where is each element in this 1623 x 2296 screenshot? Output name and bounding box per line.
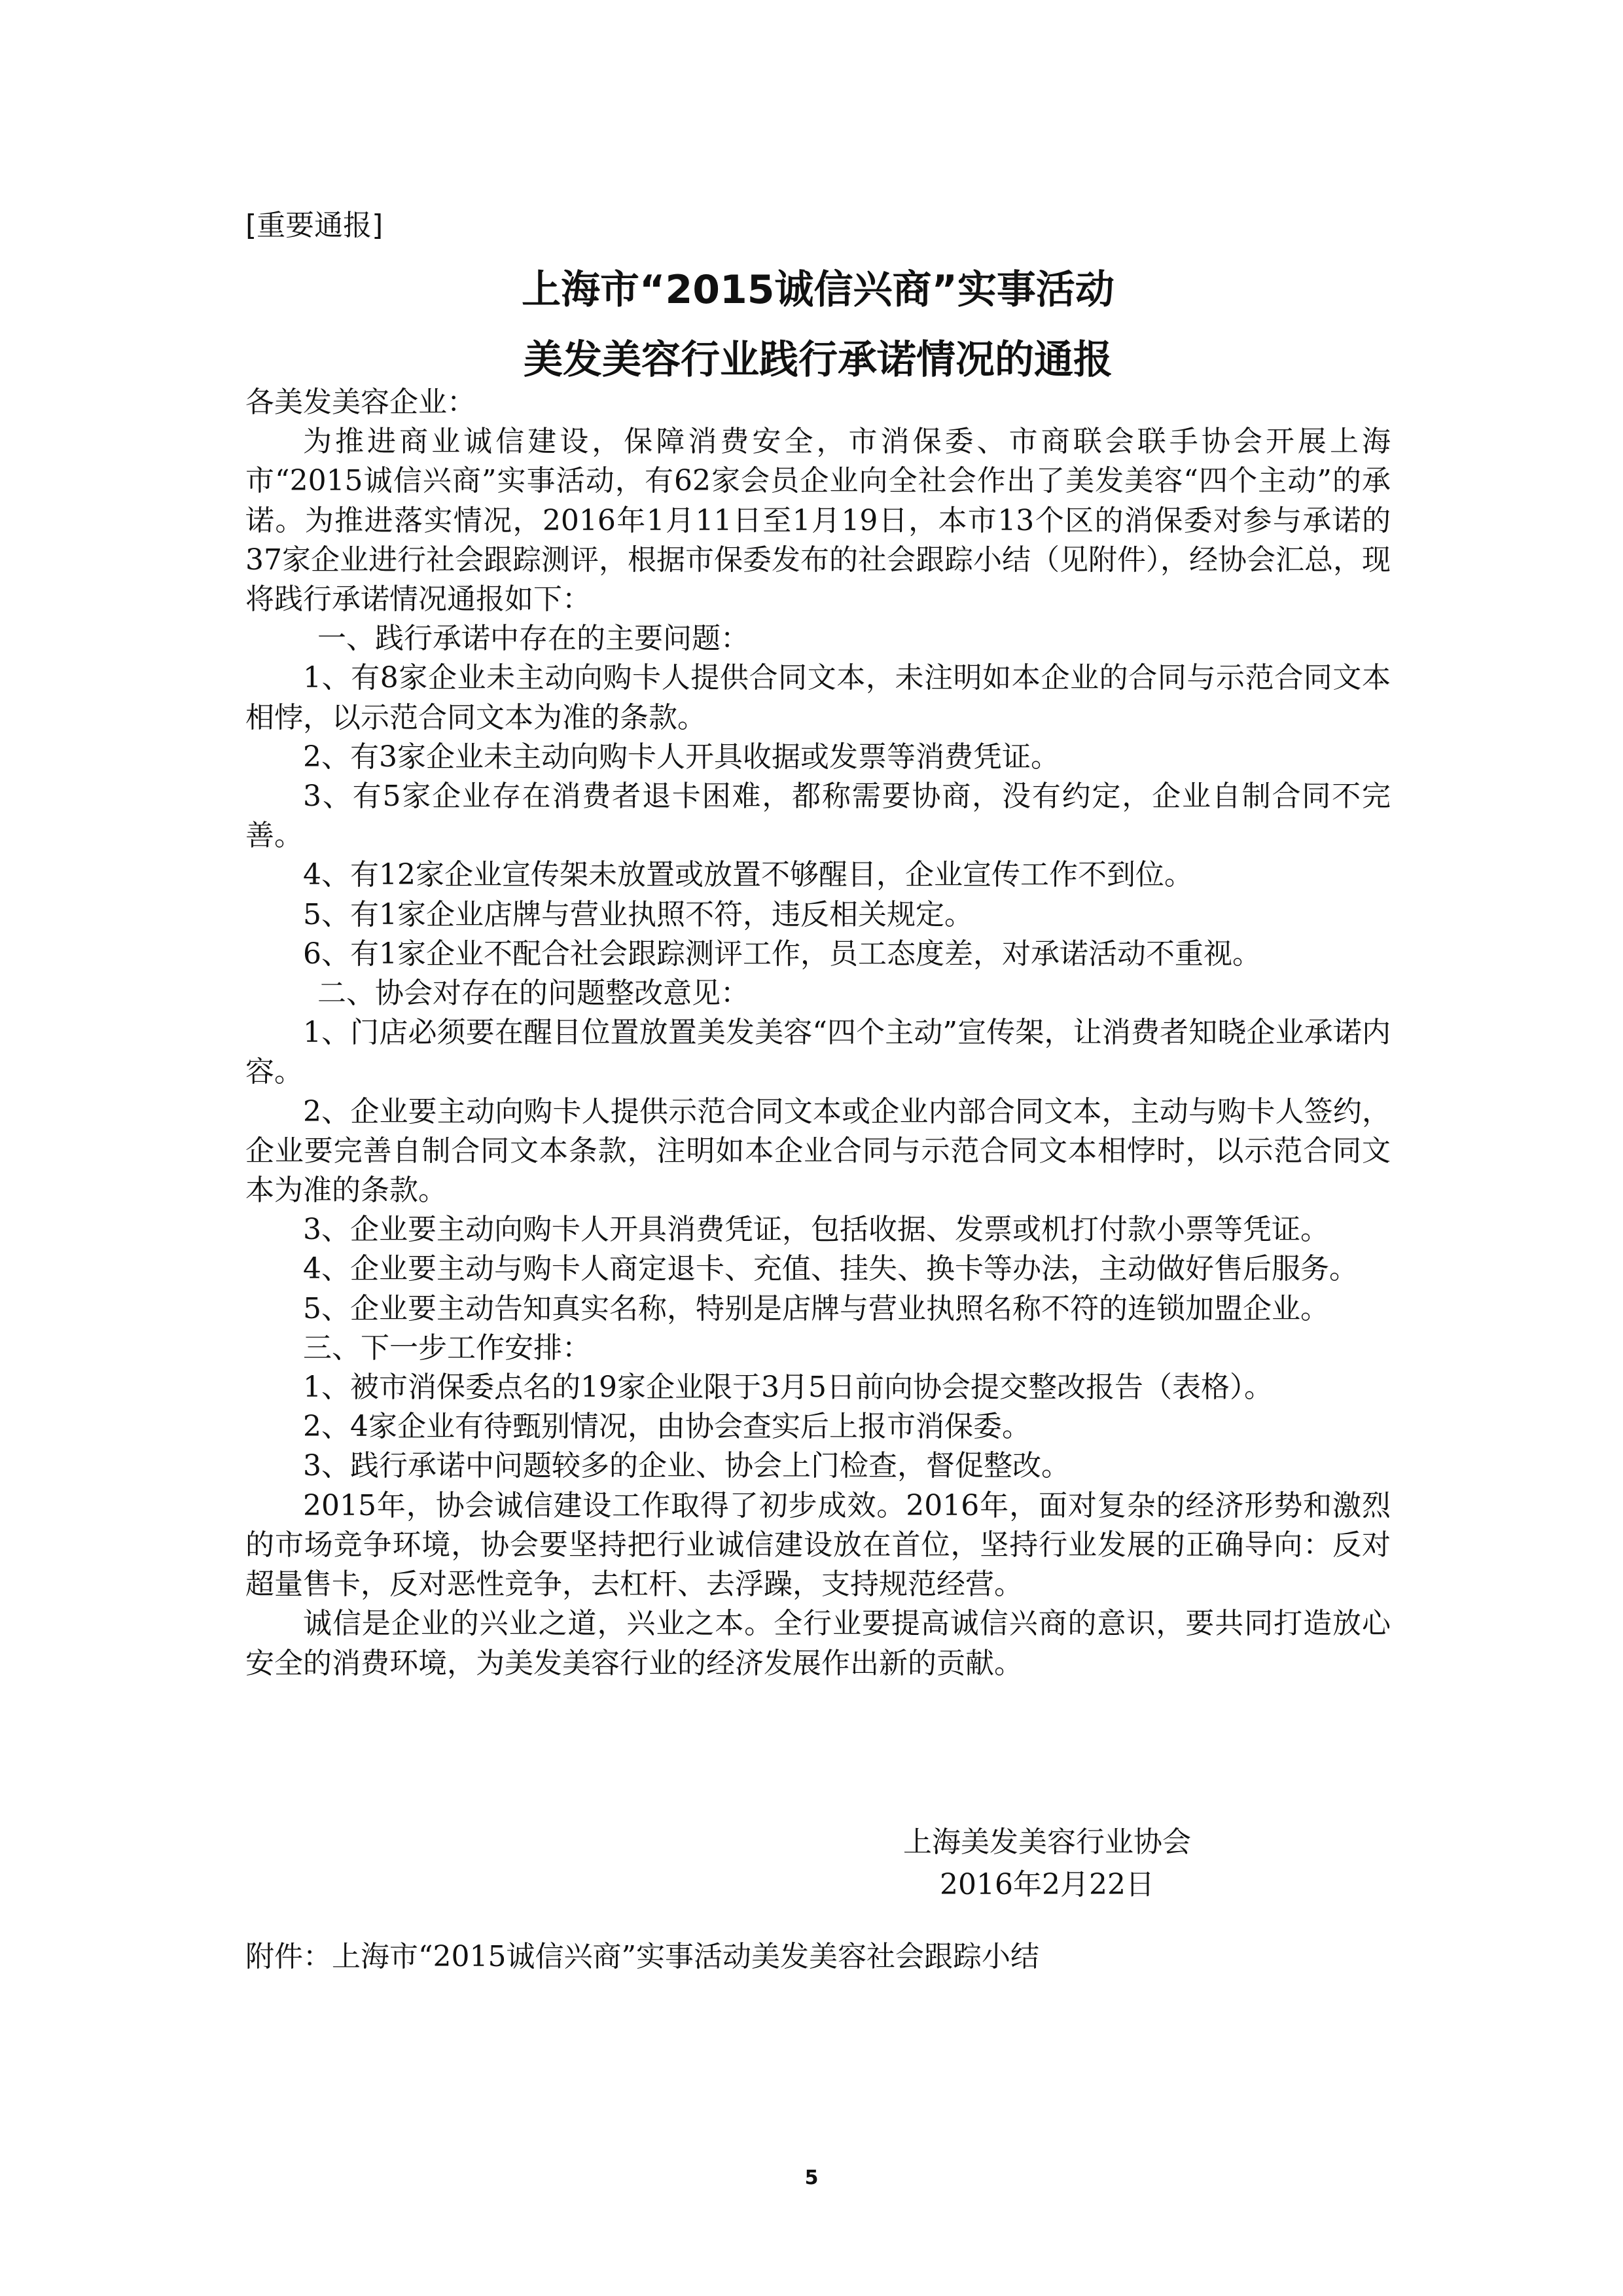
section-2-item: 1、门店必须要在醒目位置放置美发美容“四个主动”宣传架，让消费者知晓企业承诺内容。 [245,1016,1391,1089]
section-3-heading: 三、下一步工作安排： [303,1331,591,1365]
section-2-item: 4、企业要主动与购卡人商定退卡、充值、挂失、换卡等办法，主动做好售后服务。 [303,1252,1358,1286]
section-1-item: 3、有5家企业存在消费者退卡困难，都称需要协商，没有约定，企业自制合同不完善。 [245,780,1391,853]
attachment-note: 附件：上海市“2015诚信兴商”实事活动美发美容社会跟踪小结 [245,1940,1039,1973]
closing-paragraph-2: 诚信是企业的兴业之道，兴业之本。全行业要提高诚信兴商的意识，要共同打造放心安全的消费环境，为美发美容行业的经济发展作出新的贡献。 [245,1607,1391,1680]
section-1-item: 6、有1家企业不配合社会跟踪测评工作，员工态度差，对承诺活动不重视。 [303,937,1261,971]
document-body [245,383,1391,1683]
page-number: 5 [804,2166,819,2189]
title-line-1: 上海市“2015诚信兴商”实事活动 [522,267,1115,313]
notice-tag: [重要通报] [245,209,383,242]
section-2-item: 3、企业要主动向购卡人开具消费凭证，包括收据、发票或机打付款小票等凭证。 [303,1213,1329,1247]
signature-org: 上海美发美容行业协会 [903,1825,1191,1859]
intro-paragraph: 为推进商业诚信建设，保障消费安全，市消保委、市商联会联手协会开展上海市“2015诚信兴商”实事活动，有62家会员企业向全社会作出了美发美容“四个主动”的承诺。为推进落实情况，2016年1月11日至1月19日，本市13个区的消保委对参与承诺的37家企业进行社会跟踪测评，根据市保委发布的社会跟踪小结（见附件），经协会汇总，现将践行承诺情况通报如下： [245,425,1391,617]
section-1-item: 4、有12家企业宣传架未放置或放置不够醒目，企业宣传工作不到位。 [303,858,1193,892]
title-line-2: 美发美容行业践行承诺情况的通报 [524,337,1113,383]
closing-paragraph-1: 2015年，协会诚信建设工作取得了初步成效。2016年，面对复杂的经济形势和激烈的市场竞争环境，协会要坚持把行业诚信建设放在首位，坚持行业发展的正确导向：反对超量售卡，反对恶性竞争，去杠杆、去浮躁，支持规范经营。 [245,1488,1391,1602]
section-3-item: 3、践行承诺中问题较多的企业、协会上门检查，督促整改。 [303,1449,1070,1483]
section-3-item: 2、4家企业有待甄别情况，由协会查实后上报市消保委。 [303,1410,1031,1444]
salutation: 各美发美容企业： [245,386,476,419]
section-2-heading: 二、协会对存在的问题整改意见： [317,977,749,1011]
section-1-item: 1、有8家企业未主动向购卡人提供合同文本，未注明如本企业的合同与示范合同文本相悖，以示范合同文本为准的条款。 [245,661,1391,734]
section-1-heading: 一、践行承诺中存在的主要问题： [317,622,749,656]
section-1-item: 5、有1家企业店牌与营业执照不符，违反相关规定。 [303,897,973,931]
section-3-item: 1、被市消保委点名的19家企业限于3月5日前向协会提交整改报告（表格）。 [303,1371,1273,1405]
section-1-item: 2、有3家企业未主动向购卡人开具收据或发票等消费凭证。 [303,740,1060,774]
signature-date: 2016年2月22日 [940,1868,1154,1901]
section-2-item: 2、企业要主动向购卡人提供示范合同文本或企业内部合同文本，主动与购卡人签约，企业要完善自制合同文本条款，注明如本企业合同与示范合同文本相悖时，以示范合同文本为准的条款。 [245,1094,1391,1208]
section-2-item: 5、企业要主动告知真实名称，特别是店牌与营业执照名称不符的连锁加盟企业。 [303,1291,1329,1325]
